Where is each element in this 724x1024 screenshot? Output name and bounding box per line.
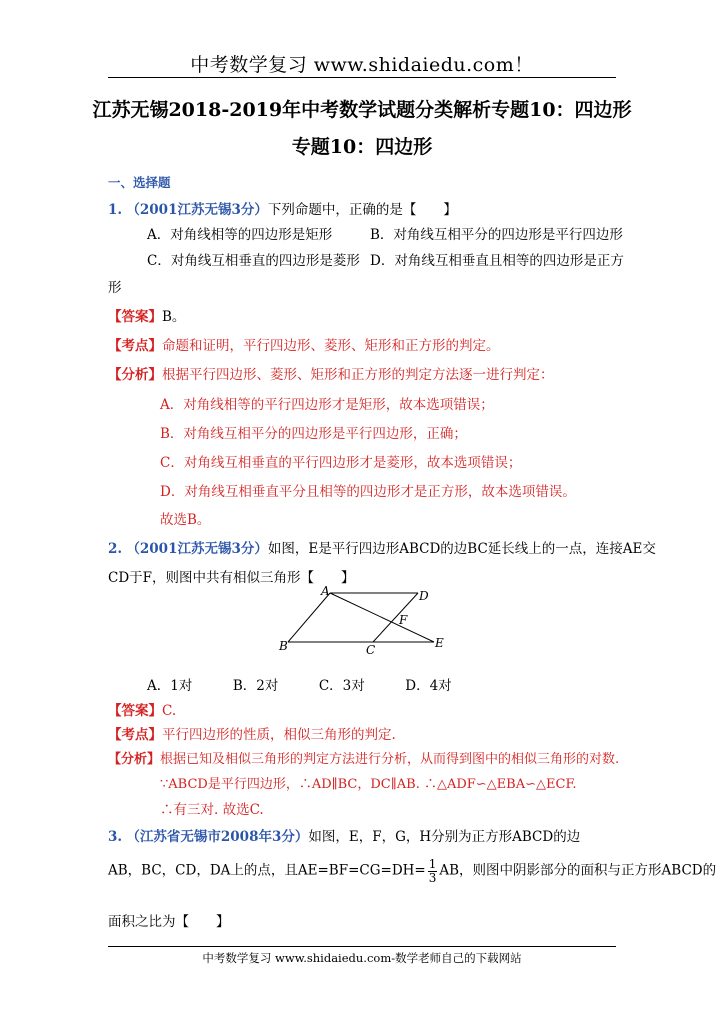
parallelogram-figure — [276, 584, 452, 656]
q2-answer-value: C. — [162, 703, 177, 719]
q1-fenxi-tag: 【分析】 — [108, 367, 162, 383]
label-e: E — [435, 636, 444, 650]
q1-source: （2001江苏无锡3分） — [126, 202, 268, 218]
site-footer: 中考数学复习 www.shidaiedu.com-数学老师自己的下载网站 — [202, 951, 522, 965]
label-d: D — [419, 589, 429, 603]
q2-kaodian-text: 平行四边形的性质，相似三角形的判定. — [162, 727, 396, 743]
q2-answer-tag: 【答案】 — [108, 703, 162, 719]
q1-kaodian — [108, 334, 500, 354]
q1-number: 1. — [108, 202, 123, 218]
document-subtitle: 专题10：四边形 — [291, 136, 433, 158]
section-heading: 一、选择题 — [108, 175, 171, 190]
q1-option-c: C．对角线互相垂直的四边形是菱形 — [147, 253, 360, 269]
q3-stem-line3: 面积之比为【 】 — [108, 914, 230, 930]
q1-fenxi — [108, 363, 554, 383]
q3-number: 3. — [108, 829, 123, 845]
q1-analysis-a: A．对角线相等的平行四边形才是矩形，故本选项错误； — [160, 397, 494, 413]
q2-analysis-line2: ∴有三对. 故选C. — [160, 802, 264, 818]
q3-stem: 如图，E，F，G，H分别为正方形ABCD的边 — [308, 829, 581, 845]
q2-answer — [108, 699, 176, 719]
question-3 — [108, 825, 580, 845]
q1-fenxi-text: 根据平行四边形、菱形、矩形和正方形的判定方法逐一进行判定： — [162, 367, 554, 383]
q2-stem: 如图，E是平行四边形ABCD的边BC延长线上的一点，连接AE交 — [267, 541, 656, 557]
q1-answer-value: B。 — [162, 309, 186, 325]
q3-stem-post: AB，则图中阴影部分的面积与正方形ABCD的 — [439, 862, 717, 879]
q2-fenxi — [108, 748, 619, 767]
header-rule — [108, 77, 616, 78]
fraction-denominator: 3 — [428, 871, 437, 885]
footer-rule — [108, 946, 616, 947]
q2-kaodian-tag: 【考点】 — [108, 727, 162, 743]
q1-option-a: A．对角线相等的四边形是矩形 — [147, 227, 333, 243]
q3-source: （江苏省无锡市2008年3分） — [126, 829, 309, 845]
fraction-numerator: 1 — [428, 857, 437, 871]
q2-number: 2. — [108, 541, 123, 557]
q2-fenxi-tag: 【分析】 — [108, 752, 161, 767]
label-c: C — [366, 643, 376, 656]
q1-stem: 下列命题中，正确的是【 】 — [267, 202, 457, 218]
q2-fenxi-text: 根据已知及相似三角形的判定方法进行分析，从而得到图中的相似三角形的对数. — [160, 752, 620, 767]
q1-option-b: B．对角线互相平分的四边形是平行四边形 — [370, 227, 623, 243]
q1-answer-tag: 【答案】 — [108, 309, 162, 325]
q1-answer — [108, 305, 185, 325]
q1-kaodian-text: 命题和证明，平行四边形、菱形、矩形和正方形的判定。 — [162, 338, 500, 354]
document-title: 江苏无锡2018-2019年中考数学试题分类解析专题10：四边形 — [92, 99, 632, 121]
one-third-fraction — [428, 858, 438, 884]
q1-analysis-c: C．对角线互相垂直的平行四边形才是菱形，故本选项错误； — [160, 455, 522, 471]
site-header: 中考数学复习 www.shidaiedu.com！ — [190, 54, 534, 76]
label-b: B — [279, 639, 288, 653]
q2-source: （2001江苏无锡3分） — [126, 541, 268, 557]
q1-conclusion: 故选B。 — [160, 512, 211, 528]
q2-analysis-line1: ∵ABCD是平行四边形，∴AD∥BC，DC∥AB. ∴△ADF∽△EBA∽△ECF. — [160, 777, 577, 792]
question-1 — [108, 198, 457, 218]
q2-kaodian — [108, 723, 396, 743]
segment-dc — [373, 593, 418, 642]
q3-stem-pre: AB，BC，CD，DA上的点，且AE=BF=CG=DH= — [108, 862, 426, 879]
question-2 — [108, 537, 656, 557]
q2-options: A．1对 B．2对 C．3对 D．4对 — [147, 678, 452, 694]
q1-kaodian-tag: 【考点】 — [108, 338, 162, 354]
q3-stem-line2 — [108, 858, 716, 884]
segment-ab — [288, 593, 330, 642]
q1-option-d-cont: 形 — [108, 280, 122, 296]
q1-analysis-d: D．对角线互相垂直平分且相等的四边形才是正方形，故本选项错误。 — [160, 484, 576, 500]
q1-option-d: D．对角线互相垂直且相等的四边形是正方 — [370, 253, 624, 269]
label-f: F — [399, 613, 408, 627]
q1-analysis-b: B．对角线互相平分的四边形是平行四边形，正确； — [160, 426, 467, 442]
q2-stem-line2: CD于F，则图中共有相似三角形【 】 — [108, 570, 355, 586]
label-a: A — [321, 584, 330, 598]
